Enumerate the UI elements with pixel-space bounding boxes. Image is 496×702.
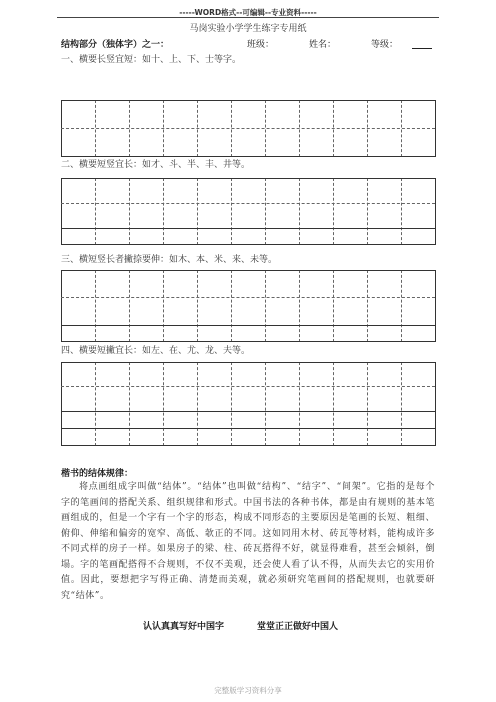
practice-grid-section-3[interactable] xyxy=(61,270,435,342)
grid-column-line xyxy=(95,362,96,446)
grid-row-line xyxy=(61,411,435,412)
grid-column-line xyxy=(367,178,368,245)
grid-row-line xyxy=(61,445,435,446)
grid-column-line xyxy=(367,270,368,342)
grid-column-line xyxy=(299,362,300,446)
grid-column-line xyxy=(299,270,300,342)
grid-column-line xyxy=(163,270,164,342)
class-field-label: 班级： xyxy=(247,40,275,50)
grid-guide-line xyxy=(61,297,435,298)
grid-column-line xyxy=(197,178,198,245)
footer-watermark: 完整版学习资料分享 xyxy=(214,686,282,695)
rules-heading: 楷书的结体规律： xyxy=(61,469,134,479)
grid-column-line xyxy=(333,178,334,245)
grid-column-line xyxy=(401,178,402,245)
grid-column-line xyxy=(61,178,62,245)
grid-row-line xyxy=(61,100,435,101)
grid-guide-line xyxy=(61,128,435,129)
grade-underline xyxy=(412,48,432,49)
grid-row-line xyxy=(61,228,435,229)
grid-column-line xyxy=(333,270,334,342)
grid-row-line xyxy=(61,270,435,271)
grid-column-line xyxy=(333,362,334,446)
grid-column-line xyxy=(435,100,436,157)
form-header xyxy=(61,37,441,49)
grid-column-line xyxy=(435,362,436,446)
grid-column-line xyxy=(231,362,232,446)
grid-column-line xyxy=(265,362,266,446)
grid-column-line xyxy=(231,270,232,342)
practice-grid-section-4[interactable] xyxy=(61,362,435,446)
grid-column-line xyxy=(299,178,300,245)
grid-column-line xyxy=(197,362,198,446)
grid-column-line xyxy=(129,362,130,446)
grid-column-line xyxy=(163,362,164,446)
section-3-label: 三、横短竖长者撇捺要伸：如木、本、米、来、未等。 xyxy=(61,255,278,265)
practice-grid-section-1[interactable] xyxy=(61,100,435,157)
section-4-label: 四、横要短撇宜长：如左、在、尤、龙、夫等。 xyxy=(61,346,251,356)
grid-guide-line xyxy=(61,203,435,204)
grid-column-line xyxy=(435,178,436,245)
grid-column-line xyxy=(61,362,62,446)
slogan-left: 认认真真写好中国字 xyxy=(143,622,225,632)
grid-column-line xyxy=(95,270,96,342)
grade-field-label: 等级： xyxy=(371,40,399,50)
document-banner: -----WORD格式--可编辑--专业资料----- xyxy=(179,8,317,17)
grid-column-line xyxy=(129,178,130,245)
rules-paragraph: 将点画组成字叫做“结体”。“结体”也叫做“结构”、“结字”、“间架”。它指的是每个字的笔画间的搭配关系、组织规律和形式。中国书法的各种书体，都是由有规则的基本笔画组成的，但是一个字有一个字的形态，构成不同形态的主要原因是笔画的长短、粗细、俯仰、伸缩和偏旁的宽窄、高低、欹正的不同。这如同用木材、砖瓦等材料，能构成许多不同式样的房子一样。如果房子的梁、柱、砖瓦搭得不好，就显得难看，甚至会倾斜，倒塌。字的笔画配搭得不合规则，不仅不美观，还会使人看了认不得，从而失去它的实用价值。因此，要想把字写得正确、清楚而美观，就必须研究笔画间的搭配规则，也就要研究“结体”。 xyxy=(61,482,435,601)
grid-column-line xyxy=(401,362,402,446)
grid-column-line xyxy=(129,270,130,342)
grid-row-line xyxy=(61,362,435,363)
school-title: 马岗实验小学学生练字专用纸 xyxy=(189,24,307,34)
grid-row-line xyxy=(61,325,435,326)
grid-column-line xyxy=(95,178,96,245)
section-1-label: 一、横要长竖宜短：如十、上、下、士等字。 xyxy=(61,55,242,65)
grid-column-line xyxy=(265,270,266,342)
grid-row-line xyxy=(61,244,435,245)
form-title: 结构部分（独体字）之一： xyxy=(61,40,170,50)
practice-grid-section-2[interactable] xyxy=(61,178,435,245)
grid-column-line xyxy=(231,178,232,245)
grid-row-line xyxy=(61,178,435,179)
grid-column-line xyxy=(265,178,266,245)
section-2-label: 二、横要短竖宜长：如才、斗、半、丰、井等。 xyxy=(61,160,251,170)
grid-column-line xyxy=(401,270,402,342)
grid-column-line xyxy=(367,362,368,446)
name-field-label: 姓名： xyxy=(309,40,337,50)
banner-rule xyxy=(57,17,439,18)
grid-row-line xyxy=(61,341,435,342)
grid-guide-line xyxy=(61,386,435,387)
grid-column-line xyxy=(435,270,436,342)
grid-row-line xyxy=(61,428,435,429)
grid-column-line xyxy=(163,178,164,245)
grid-column-line xyxy=(197,270,198,342)
grid-column-line xyxy=(61,270,62,342)
slogan-right: 堂堂正正做好中国人 xyxy=(257,622,339,632)
